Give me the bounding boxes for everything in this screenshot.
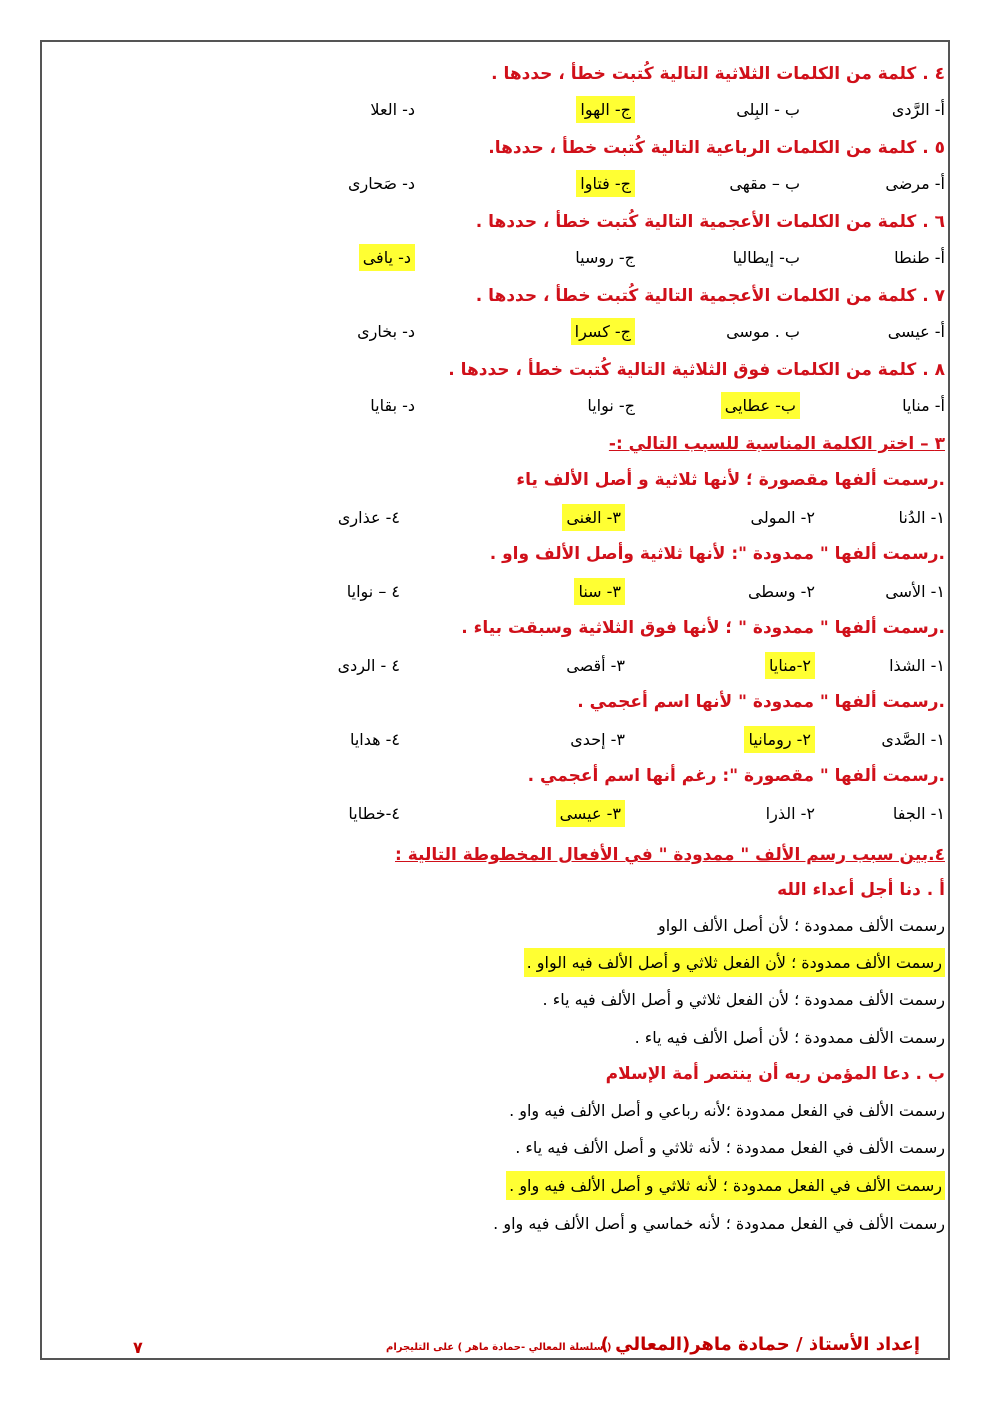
option-item	[576, 93, 635, 127]
part-title: أ . دنا أجل أعداء الله	[777, 880, 945, 900]
option-text: ٣- إحدى	[570, 730, 625, 749]
highlighted-answer: ٣- عيسى	[556, 800, 625, 827]
option-item	[357, 315, 415, 349]
question-title: ٤ . كلمة من الكلمات الثلاثية التالية كُتبت خطأ ، حددها .	[491, 64, 945, 84]
highlighted-answer: ج- فتاوا	[576, 170, 635, 197]
reason-title: .رسمت ألفها " ممدودة " ؛ لأنها فوق الثلاثية وسبقت بياء .	[461, 618, 945, 638]
options-row	[40, 797, 945, 831]
option-text: ٤-خطايا	[348, 804, 400, 823]
highlighted-answer: ب- عطايى	[721, 392, 800, 419]
options-row	[40, 389, 945, 423]
option-text: ٢- الذرا	[765, 804, 815, 823]
highlighted-answer: ٢-منايا	[765, 652, 815, 679]
option-text: ٢- وسطى	[747, 582, 815, 601]
highlighted-answer: د- يافى	[359, 244, 415, 271]
option-text: ٤ - الردى	[337, 656, 400, 675]
answer-text: رسمت الألف في الفعل ممدودة ؛لأنه رباعي و أصل الألف فيه واو .	[509, 1101, 945, 1120]
option-item	[338, 501, 400, 535]
option-text: د- بخارى	[357, 322, 415, 341]
option-item	[892, 93, 945, 127]
part-title: ب . دعا المؤمن ربه أن ينتصر أمة الإسلام	[605, 1064, 945, 1084]
option-item	[881, 723, 945, 757]
option-text: ب - البِلى	[736, 100, 800, 119]
option-text: ٤- عذارى	[337, 508, 400, 527]
option-item	[370, 93, 415, 127]
option-item	[751, 501, 816, 535]
highlighted-answer: ٢- رومانيا	[744, 726, 815, 753]
option-item	[899, 501, 946, 535]
option-text: أ- عيسى	[887, 322, 945, 341]
option-item	[359, 241, 415, 275]
reason-title: .رسمت ألفها " ممدودة " لأنها اسم أعجمي .	[577, 692, 945, 712]
options-row	[40, 649, 945, 683]
option-text: ب- إيطاليا	[732, 248, 800, 267]
option-item	[744, 723, 815, 757]
option-item	[556, 797, 625, 831]
option-item	[893, 797, 945, 831]
option-text: أ- الرَّدى	[891, 100, 945, 119]
answer-text: رسمت الألف ممدودة ؛ لأن أصل الألف فيه ياء .	[634, 1028, 945, 1047]
option-text: أ- منايا	[902, 396, 945, 415]
options-row	[40, 315, 945, 349]
options-row	[40, 241, 945, 275]
option-item	[888, 315, 945, 349]
option-item	[885, 167, 945, 201]
option-item	[587, 389, 635, 423]
options-row	[40, 93, 945, 127]
option-item	[575, 241, 635, 275]
option-item	[574, 575, 625, 609]
option-item	[338, 649, 400, 683]
option-item	[721, 389, 800, 423]
answer-line	[635, 1021, 945, 1055]
options-row	[40, 167, 945, 201]
option-item	[570, 723, 625, 757]
answer-line	[524, 946, 945, 980]
option-item	[766, 797, 815, 831]
highlighted-answer: ج- كسرا	[571, 318, 635, 345]
option-item	[889, 649, 945, 683]
options-row	[40, 501, 945, 535]
option-item	[370, 389, 415, 423]
reason-title: .رسمت ألفها " ممدودة ": لأنها ثلاثية وأصل الألف واو .	[489, 544, 945, 564]
option-text: ١- الأسى	[885, 582, 945, 601]
option-item	[562, 501, 625, 535]
options-row	[40, 575, 945, 609]
option-item	[347, 575, 400, 609]
option-item	[733, 241, 800, 275]
question-title: ٦ . كلمة من الكلمات الأعجمية التالية كُتبت خطأ ، حددها .	[475, 212, 945, 232]
option-item	[765, 649, 815, 683]
option-text: أ- مرضى	[885, 174, 945, 193]
option-item	[348, 797, 400, 831]
answer-line	[658, 909, 945, 943]
footer-series: ( سلسلة المعالي -حمادة ماهر ) على التليجرام	[386, 1342, 612, 1353]
highlighted-answer: رسمت الألف ممدودة ؛ لأن الفعل ثلاثي و أصل الألف فيه الواو .	[524, 948, 945, 977]
option-text: ١- الصَّدى	[881, 730, 945, 749]
option-item	[729, 167, 800, 201]
option-text: ٣- أقصى	[566, 656, 625, 675]
reason-title: .رسمت ألفها مقصورة ؛ لأنها ثلاثية و أصل الألف ياء	[516, 470, 945, 490]
option-text: ١- الجفا	[892, 804, 945, 823]
answer-line	[515, 1131, 945, 1165]
answer-line	[509, 1094, 945, 1128]
highlighted-answer: ج- الهوا	[576, 96, 635, 123]
option-text: ب – مقهى	[729, 174, 800, 193]
answer-line	[543, 983, 945, 1017]
option-item	[350, 723, 400, 757]
option-item	[885, 575, 945, 609]
question-title: ٨ . كلمة من الكلمات فوق الثلاثية التالية كُتبت خطأ ، حددها .	[448, 360, 945, 380]
option-text: ج- نوايا	[587, 396, 635, 415]
highlighted-answer: رسمت الألف في الفعل ممدودة ؛ لأنه ثلاثي و أصل الألف فيه واو .	[506, 1171, 945, 1200]
answer-line	[506, 1169, 945, 1203]
option-item	[348, 167, 415, 201]
options-row	[40, 723, 945, 757]
page-number: ٧	[133, 1338, 143, 1357]
option-item	[748, 575, 815, 609]
section-4-title: ٤.بين سبب رسم الألف " ممدودة " في الأفعال المخطوطة التالية :	[395, 845, 945, 865]
option-item	[736, 93, 800, 127]
question-title: ٥ . كلمة من الكلمات الرباعية التالية كُتبت خطأ ، حددها.	[488, 138, 945, 158]
answer-text: رسمت الألف ممدودة ؛ لأن أصل الألف الواو	[657, 916, 945, 935]
section-3-title: ٣ – اختر الكلمة المناسبة للسبب التالي :-	[608, 434, 945, 454]
option-text: ٤ – نوايا	[346, 582, 400, 601]
option-item	[726, 315, 800, 349]
option-item	[894, 241, 945, 275]
answer-text: رسمت الألف ممدودة ؛ لأن الفعل ثلاثي و أصل الألف فيه ياء .	[542, 990, 945, 1009]
option-text: د- بقايا	[370, 396, 415, 415]
option-text: د- صَحارى	[347, 174, 415, 193]
reason-title: .رسمت ألفها " مقصورة ": رغم أنها اسم أعجمي .	[527, 766, 945, 786]
highlighted-answer: ٣- سنا	[574, 578, 625, 605]
option-item	[571, 315, 635, 349]
option-text: ٤- هدايا	[349, 730, 400, 749]
option-text: ١- الشذا	[889, 656, 945, 675]
answer-line	[493, 1207, 945, 1241]
option-text: د- العلا	[370, 100, 415, 119]
highlighted-answer: ٣- الغنى	[562, 504, 625, 531]
option-item	[566, 649, 625, 683]
option-text: ١- الدُنا	[898, 508, 945, 527]
option-item	[902, 389, 945, 423]
option-text: ٢- المولى	[750, 508, 815, 527]
option-item	[576, 167, 635, 201]
footer-author: إعداد الأستاذ / حمادة ماهر(المعالي )	[600, 1334, 920, 1355]
answer-text: رسمت الألف في الفعل ممدودة ؛ لأنه خماسي و أصل الألف فيه واو .	[493, 1214, 945, 1233]
option-text: ب . موسى	[726, 322, 800, 341]
answer-text: رسمت الألف في الفعل ممدودة ؛ لأنه ثلاثي و أصل الألف فيه ياء .	[515, 1138, 945, 1157]
question-title: ٧ . كلمة من الكلمات الأعجمية التالية كُتبت خطأ ، حددها .	[475, 286, 945, 306]
option-text: أ- طنطا	[894, 248, 945, 267]
option-text: ج- روسيا	[575, 248, 635, 267]
